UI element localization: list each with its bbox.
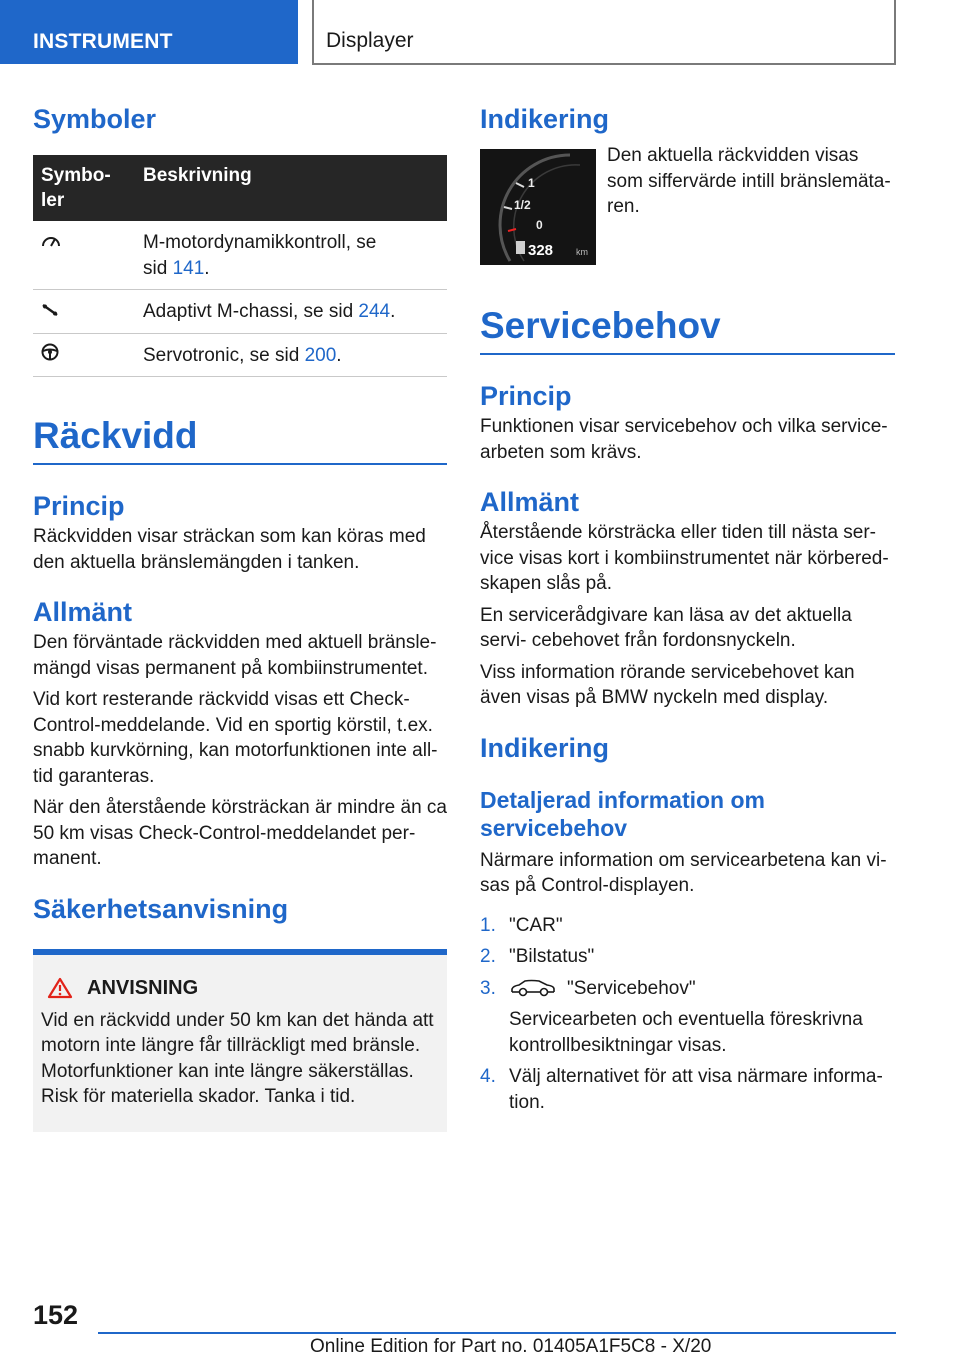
range-general-heading: Allmänt — [33, 597, 133, 627]
chapter-label: INSTRUMENT — [33, 30, 173, 53]
warning-box — [33, 949, 447, 1132]
chapter-tab[interactable] — [0, 0, 298, 64]
table-header-symbols: Symbo‐ ler — [33, 155, 135, 221]
m-dynamic-gauge-icon — [41, 234, 61, 248]
safety-heading: Säkerhetsanvisning — [33, 893, 289, 924]
detail-text: Närmare information om servicearbetena kan vi‐ sas på Control-displayen. — [480, 849, 887, 896]
left-column — [33, 100, 447, 1132]
list-item: 2. "Bilstatus" — [480, 946, 595, 967]
gauge-full-label: 1 — [528, 176, 535, 190]
right-column — [480, 100, 895, 1121]
range-gauge-image — [480, 149, 596, 265]
table-row: Servotronic, se sid 200. — [33, 333, 447, 377]
symbols-heading: Symboler — [33, 104, 157, 134]
range-display-text: Den aktuella räckvidden visas som siffervärde intill bränslemäta‐ ren. — [607, 145, 891, 217]
gauge-range-value: 328 — [528, 242, 554, 259]
row-text: M-motordynamikkontroll, se sid — [143, 232, 377, 279]
service-indication-heading: Indikering — [480, 732, 610, 763]
range-display-heading: Indikering — [480, 104, 610, 134]
table-row: M-motordynamikkontroll, se sid 141. — [33, 221, 447, 290]
gauge-empty-label: 0 — [536, 218, 543, 232]
gauge-range-unit: km — [576, 247, 588, 257]
warning-label: ANVISNING — [87, 976, 199, 999]
steering-wheel-icon — [41, 343, 59, 361]
table-row: Adaptivt M-chassi, se sid 244. — [33, 290, 447, 334]
detail-heading: Detaljerad information om servicebehov — [480, 786, 765, 841]
symbols-table — [33, 155, 447, 377]
range-principle-text: Räckvidden visar sträckan som kan köras med den aktuella bränslemängden i tanken. — [33, 526, 426, 573]
warning-text: Vid en räckvidd under 50 km kan det hända att motorn inte längre får tillräckligt med bränsle. Motorfunktioner kan inte längre säkerställas. Risk för materiella skador. Tanka i tid. — [41, 1009, 434, 1107]
list-item: 4. Välj alternativet för att visa närmare informa‐ tion. — [480, 1066, 883, 1113]
warning-triangle-icon — [47, 977, 73, 999]
page-link-141[interactable]: 141 — [172, 257, 205, 279]
range-general-p3: När den återstående körsträckan är mindre än ca 50 km visas Check-Control-meddelandet per‐ manent. — [33, 797, 447, 869]
table-header-description: Beskrivning — [135, 155, 447, 221]
page-link-200[interactable]: 200 — [304, 344, 337, 366]
range-general-p1: Den förväntade räckvidden med aktuell bränsle‐ mängd visas permanent på kombiinstrumentet. — [33, 632, 437, 679]
table-header-row — [33, 155, 447, 221]
range-heading: Räckvidd — [33, 415, 447, 465]
page-number: 152 — [33, 1300, 79, 1330]
service-heading: Servicebehov — [480, 305, 895, 355]
footer-divider — [98, 1332, 896, 1334]
service-principle-heading: Princip — [480, 381, 572, 411]
service-principle-text: Funktionen visar servicebehov och vilka service‐ arbeten som krävs. — [480, 416, 888, 463]
section-tab — [312, 0, 896, 65]
service-general-heading: Allmänt — [480, 487, 580, 517]
row-text: Adaptivt M-chassi, se sid — [143, 301, 359, 322]
page-link-244[interactable]: 244 — [358, 301, 391, 322]
range-general-p2: Vid kort resterande räckvidd visas ett Check- Control-meddelande. Vid en sportig körstil, t.ex. snabb kurvkörning, kan motorfunktionen inte all‐ tid garanteras. — [33, 689, 438, 787]
adaptive-chassis-icon — [41, 303, 59, 317]
service-general-p1: Återstående körsträcka eller tiden till nästa ser‐ vice visas kort i kombiinstrumentet när körbered‐ skapen slås på. — [480, 522, 889, 594]
list-item: 3. "Servicebehov" Servicearbeten och eventuella föreskrivna kontrollbesiktningar visas. — [480, 977, 863, 1056]
service-general-p3: Viss information rörande servicebehovet kan även visas på BMW nyckeln med display. — [480, 661, 855, 708]
range-principle-heading: Princip — [33, 491, 125, 521]
service-general-p2: En servicerådgivare kan läsa av det aktuella servi‐ cebehovet från fordonsnyckeln. — [480, 604, 852, 651]
gauge-half-label: 1/2 — [514, 198, 531, 212]
list-item: 1. "CAR" — [480, 914, 563, 936]
car-icon — [509, 979, 557, 997]
section-label: Displayer — [326, 29, 414, 52]
row-text: Servotronic, se sid — [143, 344, 305, 366]
steps-list — [480, 913, 895, 1116]
edition-text: Online Edition for Part no. 01405A1F5C8 - X/20 — [310, 1336, 712, 1357]
